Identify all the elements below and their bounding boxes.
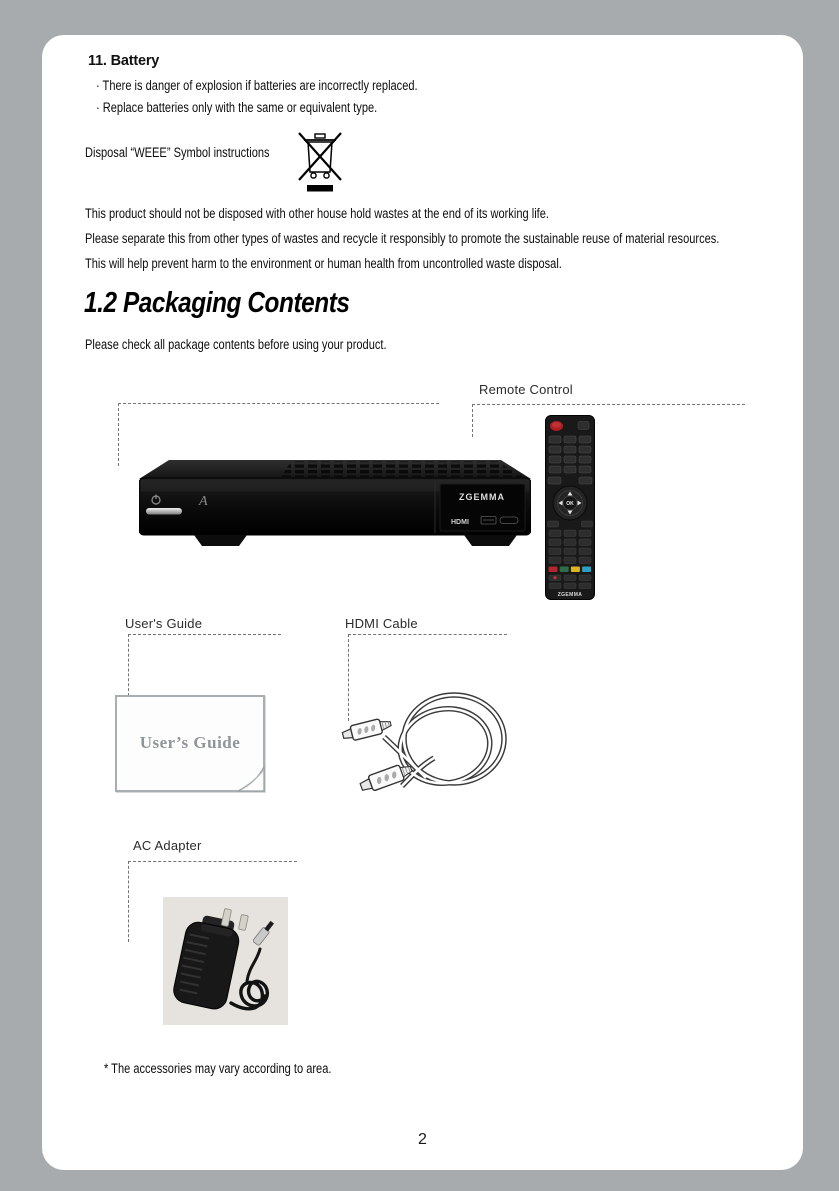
users-guide-cover-title: User’s Guide (139, 733, 241, 752)
ac-adapter-image (163, 897, 288, 1025)
label-ac-adapter: AC Adapter (133, 838, 202, 853)
document-page (42, 35, 803, 1170)
hdmi-cable-image (338, 682, 510, 804)
battery-heading: 11. Battery (88, 53, 160, 69)
disposal-paragraph (85, 201, 719, 276)
weee-crossed-bin-icon (297, 131, 343, 195)
remote-control-image (545, 415, 595, 600)
dashed-guide-users-guide (128, 634, 281, 701)
weee-disposal-label: Disposal “WEEE” Symbol instructions (85, 145, 270, 160)
accessories-note: * The accessories may vary according to area. (104, 1061, 332, 1076)
remote-ok-label: OK (566, 501, 574, 507)
weee-bar (307, 185, 333, 192)
dashed-guide-receiver (118, 403, 439, 466)
dashed-guide-remote (472, 404, 745, 437)
remote-record-dot (553, 576, 556, 579)
page-number: 2 (418, 1131, 427, 1148)
remote-brand-text: ZGEMMA (557, 592, 583, 598)
receiver-badge-logo: A (199, 494, 208, 509)
battery-bullet-2: · Replace batteries only with the same or equivalent type. (96, 100, 378, 115)
battery-bullets (96, 75, 418, 119)
receiver-foot-right (464, 535, 517, 546)
receiver-hdmi-logo: HDMI (451, 519, 469, 526)
remote-mute-button (578, 422, 589, 430)
label-remote-control: Remote Control (479, 382, 573, 397)
page-curl-icon (237, 766, 265, 792)
label-users-guide: User's Guide (125, 616, 203, 631)
disposal-line-2: Please separate this from other types of wastes and recycle it responsibly to promote the sustainable reuse of material resources. (85, 231, 720, 246)
receiver-power-button (146, 508, 182, 515)
packaging-contents-heading: 1.2 Packaging Contents (84, 287, 350, 319)
packaging-intro: Please check all package contents before using your product. (85, 337, 387, 352)
receiver-brand-text: ZGEMMA (459, 492, 505, 502)
receiver-foot-left (194, 535, 247, 546)
battery-bullet-1: · There is danger of explosion if batteries are incorrectly replaced. (96, 78, 418, 93)
receiver-vents (281, 462, 523, 478)
disposal-line-1: This product should not be disposed with other house hold wastes at the end of its working life. (85, 206, 549, 221)
disposal-line-3: This will help prevent harm to the environment or human health from uncontrolled waste disposal. (85, 256, 562, 271)
label-hdmi-cable: HDMI Cable (345, 616, 418, 631)
receiver-image (139, 459, 531, 547)
users-guide-image (115, 695, 265, 792)
